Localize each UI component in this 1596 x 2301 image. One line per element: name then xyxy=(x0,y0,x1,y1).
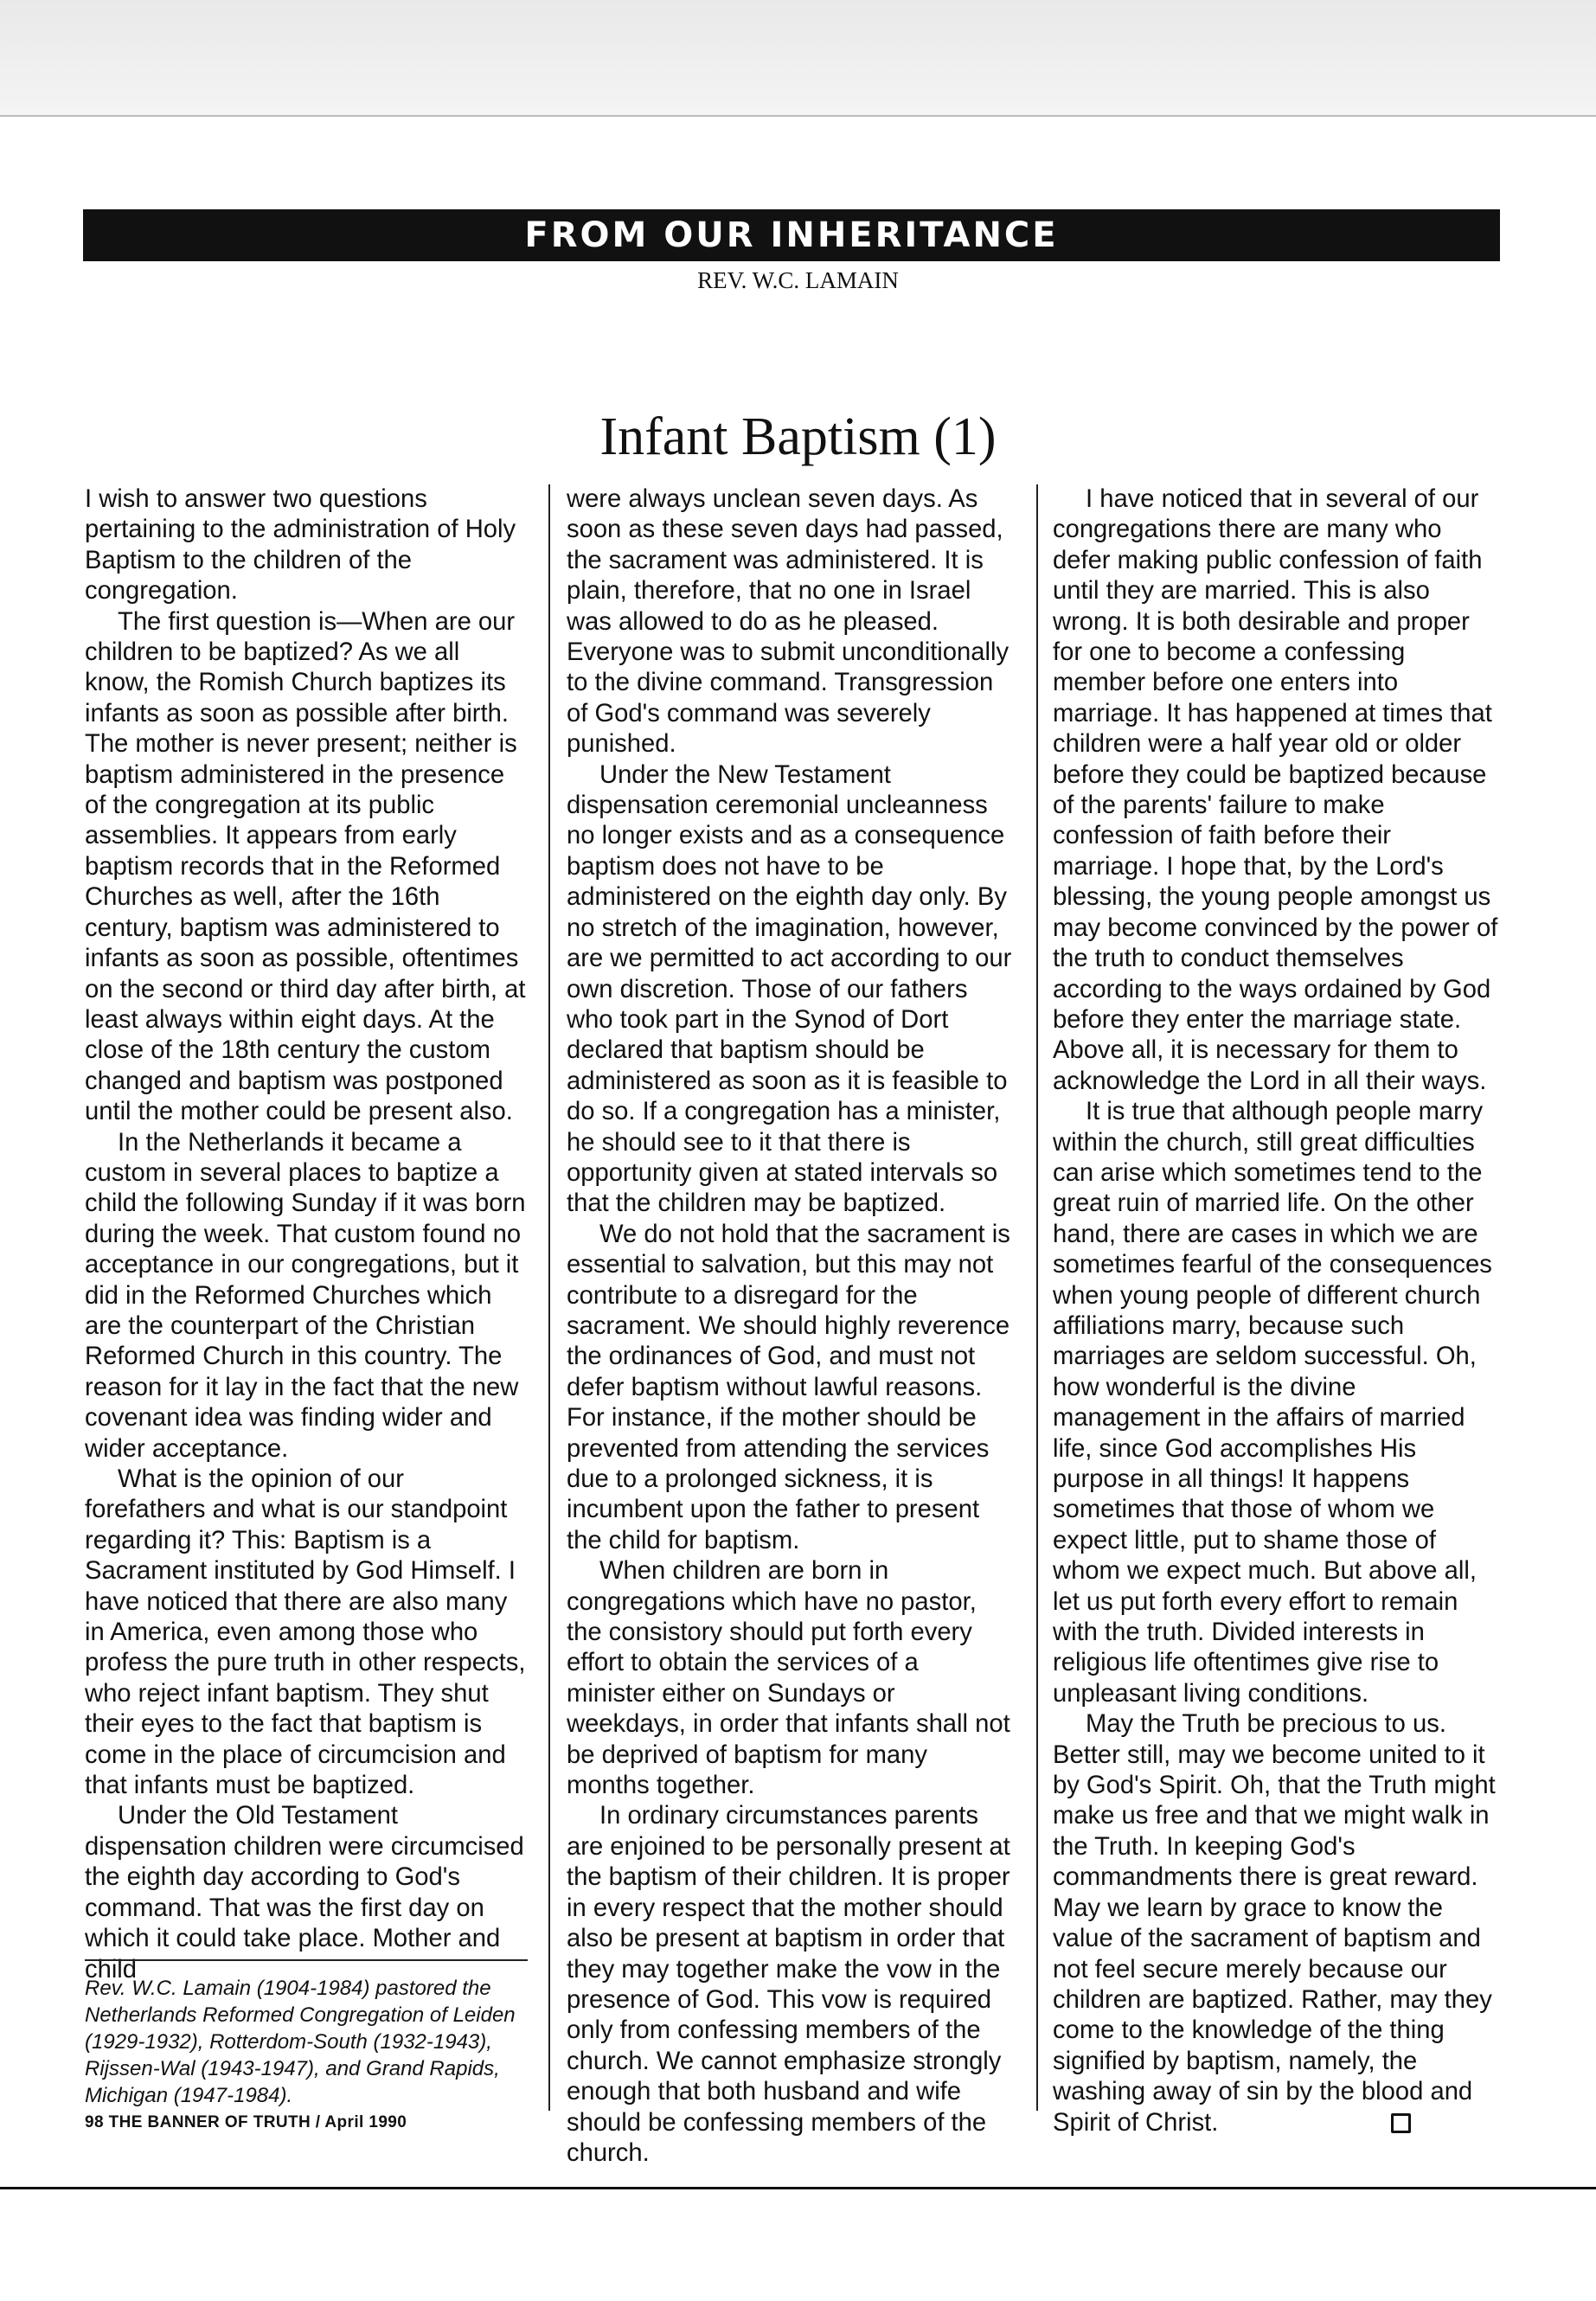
section-title: FROM OUR INHERITANCE xyxy=(524,215,1059,255)
paragraph: What is the opinion of our forefathers and what is our standpoint regarding it? This: Baptism is a Sacrament instituted by God Himself. I have noticed that there are also many in America, even among those who profess the pure truth in other respects, who reject infant baptism. They shut their eyes to the fact that baptism is come in the place of circumcision and that infants must be baptized. xyxy=(85,1465,526,1800)
article-column-1 xyxy=(85,484,528,1985)
paragraph-text: May the Truth be precious to us. Better still, may we become united to it by God's Spirit. Oh, that the Truth might make us free and that we might walk in the Truth. In keeping God's commandments there is great reward. May we learn by grace to know the value of the sacrament of baptism and not feel secure merely because our children are baptized. Rather, may they come to the knowledge of the thing signified by baptism, namely, the washing away of sin by the blood and Spirit of Christ. xyxy=(1053,1710,1496,2137)
paragraph: Under the Old Testament dispensation children were circumcised the eighth day according to God's command. That was the first day on which it could take place. Mother and child xyxy=(85,1802,524,1984)
article-title: Infant Baptism (1) xyxy=(599,407,997,466)
paragraph xyxy=(1053,1709,1504,2138)
paragraph: In ordinary circumstances parents are enjoined to be personally present at the baptism of their children. It is proper in every respect that the mother should also be present at baptism in order that they may together make the vow in the presence of God. This vow is required only from confessing members of the church. We cannot emphasize strongly enough that both husband and wife should be confessing members of the church. xyxy=(567,1802,1010,2167)
paragraph: We do not hold that the sacrament is essential to salvation, but this may not contribute to a disregard for the sacrament. We should highly reverence the ordinances of God, and must not defer baptism without lawful reasons. For instance, if the mother should be prevented from attending the services due to a prolonged sickness, it is incumbent upon the father to present the child for baptism. xyxy=(567,1220,1010,1554)
end-of-article-icon xyxy=(1391,2113,1411,2133)
paragraph: The first question is—When are our children to be baptized? As we all know, the Romish Church baptizes its infants as soon as possible after birth. The mother is never present; neither is baptism administered in the presence of the congregation at its public assemblies. It appears from early baptism records that in the Reformed Churches as well, after the 16th century, baptism was administered to infants as soon as possible, oftentimes on the second or third day after birth, at least always within eight days. At the close of the 18th century the custom changed and baptism was postponed until the mother could be present also. xyxy=(85,607,526,1126)
paragraph: In the Netherlands it became a custom in several places to baptize a child the following Sunday if it was born during the week. That custom found no acceptance in our congregations, but it did in the Reformed Churches which are the counterpart of the Christian Reformed Church in this country. The reason for it lay in the fact that the new covenant idea was finding wider and wider acceptance. xyxy=(85,1128,526,1463)
paragraph: I wish to answer two questions pertaining to the administration of Holy Baptism to the children of the congregation. xyxy=(85,485,516,606)
author-byline: REV. W.C. LAMAIN xyxy=(697,267,899,293)
paragraph: were always unclean seven days. As soon as these seven days had passed, the sacrament was administered. It is plain, therefore, that no one in Israel was allowed to do as he pleased. Everyone was to submit unconditionally to the divine command. Transgression of God's command was severely punished. xyxy=(567,485,1010,759)
paragraph: Under the New Testament dispensation ceremonial uncleanness no longer exists and as a consequence baptism does not have to be administered on the eighth day only. By no stretch of the imagination, however, are we permitted to act according to our own discretion. Those of our fathers who took part in the Synod of Dort declared that baptism should be administered as soon as it is feasible to do so. If a congregation has a minister, he should see to it that there is opportunity given at stated intervals so that the children may be baptized. xyxy=(567,760,1012,1218)
column-divider xyxy=(1036,484,1038,2111)
section-banner xyxy=(83,209,1500,261)
scan-margin xyxy=(0,0,1596,117)
column-divider xyxy=(548,484,550,2111)
paragraph: I have noticed that in several of our congregations there are many who defer making public confession of faith until they are married. This is also wrong. It is both desirable and proper for one to become a confessing member before one enters into marriage. It has happened at times that children were a half year old or older before they could be baptized because of the parents' failure to make confession of faith before their marriage. I hope that, by the Lord's blessing, the young people amongst us may become convinced by the power of the truth to conduct themselves according to the ways ordained by God before they enter the marriage state. Above all, it is necessary for them to acknowledge the Lord in all their ways. xyxy=(1053,485,1498,1095)
page-bottom-rule xyxy=(0,2187,1596,2189)
paragraph: It is true that although people marry within the church, still great difficulties can arise which sometimes tend to the great ruin of married life. On the other hand, there are cases in which we are sometimes fearful of the consequences when young people of different church affiliations marry, because such marriages are seldom successful. Oh, how wonderful is the divine management in the affairs of married life, since God accomplishes His purpose in all things! It happens sometimes that those of whom we expect little, put to shame those of whom we expect much. But above all, let us put forth every effort to remain with the truth. Divided interests in religious life oftentimes give rise to unpleasant living conditions. xyxy=(1053,1098,1492,1708)
page-footer: 98 THE BANNER OF TRUTH / April 1990 xyxy=(85,2113,407,2131)
article-column-3 xyxy=(1053,484,1504,2138)
paragraph: When children are born in congregations which have no pastor, the consistory should put forth every effort to obtain the services of a minister either on Sundays or weekdays, in order that infants shall not be deprived of baptism for many months together. xyxy=(567,1557,1010,1800)
author-bio: Rev. W.C. Lamain (1904-1984) pastored the Netherlands Reformed Congregation of Leiden (1929-1932), Rotterdom-South (1932-1943), Rijssen-Wal (1943-1947), and Grand Rapids, Michigan (1947-1984). xyxy=(85,1959,528,2109)
article-column-2 xyxy=(567,484,1012,2169)
